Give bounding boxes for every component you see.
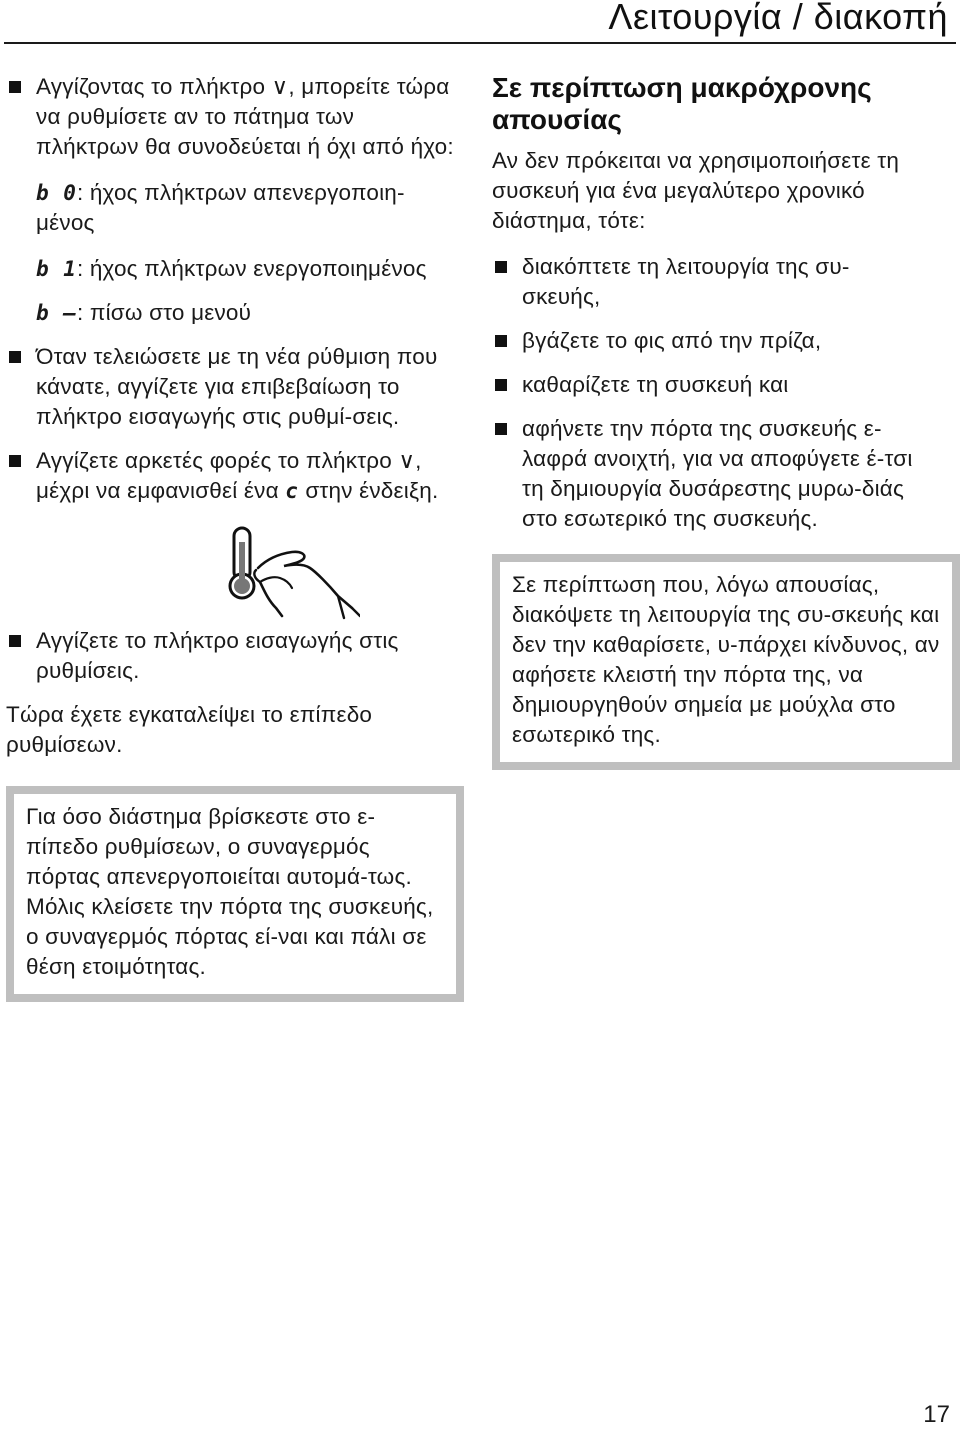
page-section-title: Λειτουργία / διακοπή (608, 0, 948, 37)
bullet-touch-text: Αγγίζετε το πλήκτρο εισαγωγής στις ρυθμίσεις. (36, 628, 399, 683)
bullet-repeat-suffix: στην ένδειξη. (298, 478, 439, 503)
square-bullet-icon (495, 335, 507, 347)
bullet-repeat (6, 446, 468, 506)
list-item (492, 370, 948, 400)
section-intro: Αν δεν πρόκειται να χρησιμοποιήσετε τη συσκευή για ένα μεγαλύτερο χρονικό διάστημα, τότε: (492, 148, 900, 233)
list-item-text: καθαρίζετε τη συσκευή και (522, 372, 789, 397)
bullet-confirm (6, 342, 468, 432)
list-item (492, 414, 948, 534)
code-row-sound-on (6, 254, 468, 284)
code-description: : ήχος πλήκτρων ενεργοποιημένος (76, 256, 427, 281)
bullet-intro-text: Αγγίζοντας το πλήκτρο ∨, μπορείτε τώρα να ρυθμίσετε αν το πάτημα των πλήκτρων θα συνοδεύεται ή όχι από ήχο: (36, 74, 454, 159)
bullet-touch-enter (6, 626, 468, 686)
square-bullet-icon (495, 423, 507, 435)
display-code: b 1 (36, 257, 77, 281)
square-bullet-icon (9, 81, 21, 93)
note-text: Σε περίπτωση που, λόγω απουσίας, διακόψετε τη λειτουργία της συ-σκευής και δεν την καθαρίσετε, υ-πάρχει κίνδυνος, αν αφήσετε κλειστή την πόρτα της, να δημιουργηθούν σημεία με μούχλα στο εσωτερικό της. (512, 572, 940, 747)
bullet-intro (6, 72, 468, 162)
square-bullet-icon (495, 379, 507, 391)
display-symbol-c: c (285, 479, 299, 503)
list-item-text: βγάζετε το φις από την πρίζα, (522, 328, 822, 353)
code-row-back (6, 298, 468, 328)
bullet-repeat-text: Αγγίζετε αρκετές φορές το πλήκτρο ∨, μέχρι να εμφανισθεί ένα (36, 448, 422, 503)
list-item-text: αφήνετε την πόρτα της συσκευής ε-λαφρά ανοιχτή, για να αποφύγετε έ-τσι τη δημιουργία δυσάρεστης μυρω-διάς στο εσωτερικό της συσκευής. (522, 416, 913, 531)
finger-touching-thermometer-key-icon (220, 524, 360, 620)
page-number: 17 (923, 1401, 950, 1428)
bullet-confirm-text: Όταν τελειώσετε με τη νέα ρύθμιση που κάνατε, αγγίζετε για επιβεβαίωση το πλήκτρο εισαγωγής στις ρυθμί-σεις. (36, 344, 438, 429)
note-box-settings-level (6, 786, 464, 1002)
display-code: b 0 (36, 181, 77, 205)
note-text: Για όσο διάστημα βρίσκεστε στο ε-πίπεδο ρυθμίσεων, ο συναγερμός πόρτας απενεργοποιείται αυτομά-τως. Μόλις κλείσετε την πόρτα της συσκευής, ο συναγερμός πόρτας εί-ναι και πάλι σε θέση ετοιμότητας. (26, 804, 434, 979)
square-bullet-icon (9, 351, 21, 363)
header-divider (4, 42, 956, 44)
left-column (6, 72, 468, 1002)
list-item (492, 252, 948, 312)
list-item (492, 326, 948, 356)
exit-paragraph: Τώρα έχετε εγκαταλείψει το επίπεδο ρυθμίσεων. (6, 702, 373, 757)
square-bullet-icon (9, 455, 21, 467)
list-item-text: διακόπτετε τη λειτουργία της συ-σκευής, (522, 254, 850, 309)
square-bullet-icon (9, 635, 21, 647)
right-column (492, 72, 948, 770)
display-code: b – (36, 301, 77, 325)
section-heading: Σε περίπτωση μακρόχρονης απουσίας (492, 72, 872, 135)
code-row-sound-off (6, 178, 456, 238)
code-description: : ήχος πλήκτρων απενεργοποιη-μένος (36, 180, 405, 235)
code-description: : πίσω στο μενού (76, 300, 252, 325)
square-bullet-icon (495, 261, 507, 273)
note-box-absence (492, 554, 960, 770)
